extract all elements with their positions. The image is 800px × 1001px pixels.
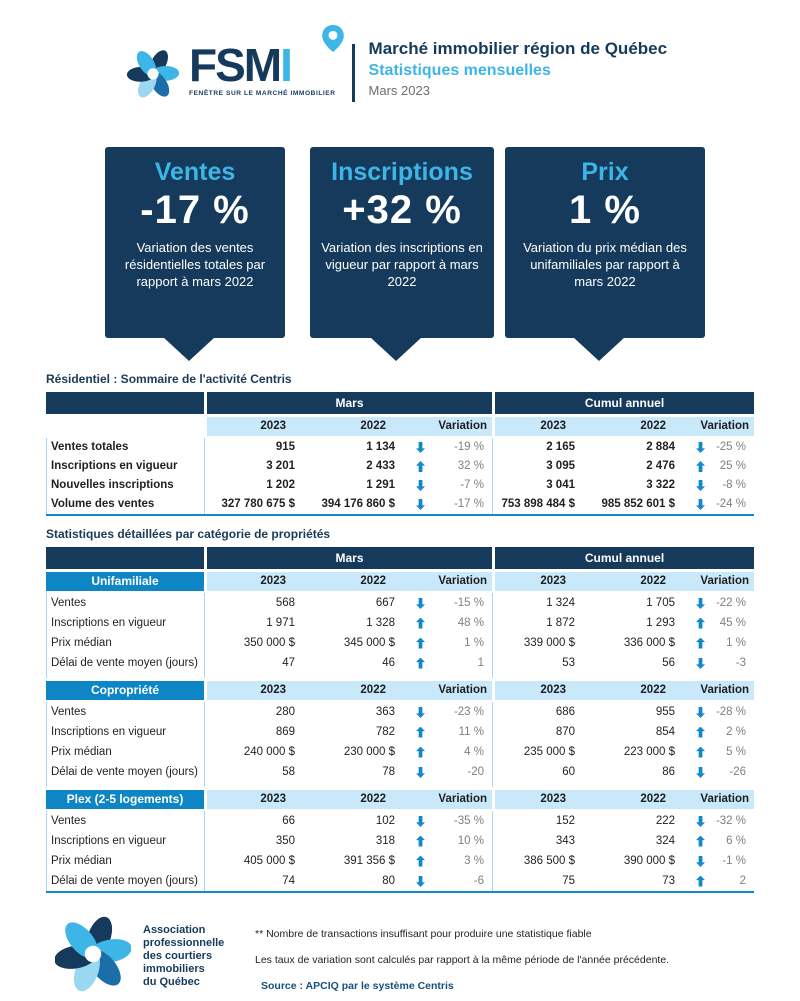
cell-mars-variation [404,593,492,613]
cell-cumul-2022: 2 884 [584,438,684,457]
cell-cumul-2023: 753 898 484 $ [492,495,584,514]
table-year-header-row [46,417,754,436]
table-row [46,702,754,722]
row-label: Nouvelles inscriptions [46,476,204,495]
cell-cumul-2022: 2 476 [584,457,684,476]
kpi-callouts [105,147,705,338]
cell-mars-2022: 391 356 $ [304,851,404,871]
variation-header: Variation [404,572,492,591]
cell-mars-2023: 58 [204,762,304,782]
variation-value: -8 % [722,479,746,491]
arrow-down-icon [416,598,425,609]
year-2023-header: 2023 [492,790,584,809]
cell-cumul-2023: 1 872 [492,613,584,633]
org-line: du Québec [143,976,200,988]
cell-mars-variation [404,633,492,653]
cell-mars-2022: 78 [304,762,404,782]
callout-description: Variation des inscriptions en vigueur par rapport à mars 2022 [321,240,483,289]
cell-mars-2023: 3 201 [204,457,304,476]
cell-mars-2023: 405 000 $ [204,851,304,871]
org-line: immobiliers [143,963,205,975]
variation-value: -22 % [715,597,746,609]
variation-value: 32 % [457,460,484,472]
cell-mars-2022: 782 [304,722,404,742]
group-header-mars: Mars [204,547,492,569]
arrow-down-icon [696,767,705,778]
arrow-up-icon [416,461,425,472]
variation-value: 5 % [726,746,746,758]
fsmi-pinwheel-icon [125,42,181,102]
cell-mars-2022: 1 134 [304,438,404,457]
gap-cell [204,673,492,678]
gap-cell [492,782,754,787]
year-2023-header: 2023 [492,681,584,700]
map-pin-icon [322,25,344,52]
group-header-mars: Mars [204,392,492,414]
year-2023-header: 2023 [492,417,584,436]
cell-mars-variation [404,702,492,722]
source-note: Source : APCIQ par le système Centris [261,980,454,992]
callout-inscriptions [310,147,494,338]
variation-value: -6 [473,875,484,887]
row-label: Prix médian [46,633,204,653]
row-label: Délai de vente moyen (jours) [46,653,204,673]
arrow-down-icon [696,598,705,609]
cell-cumul-variation [684,871,754,891]
variation-header: Variation [404,681,492,700]
variation-value: -7 % [460,479,484,491]
cell-mars-2023: 74 [204,871,304,891]
section-gap-row [46,782,754,787]
arrow-up-icon [696,747,705,758]
gap-cell [46,782,204,787]
row-label: Ventes [46,593,204,613]
cell-cumul-2023: 152 [492,811,584,831]
header [125,36,667,102]
category-header-cell: Unifamiliale [46,572,204,591]
table-row [46,653,754,673]
cell-cumul-2022: 1 293 [584,613,684,633]
cell-mars-variation [404,831,492,851]
cell-cumul-variation [684,495,754,514]
variation-header: Variation [404,790,492,809]
variation-value: -35 % [453,815,484,827]
gap-cell [492,673,754,678]
arrow-up-icon [416,747,425,758]
apciq-pinwheel-icon [55,916,131,992]
cell-cumul-2022: 222 [584,811,684,831]
year-2022-header: 2022 [584,572,684,591]
cell-cumul-2022: 86 [584,762,684,782]
row-label: Prix médian [46,742,204,762]
table-year-header-row [46,681,754,700]
page-title: Marché immobilier région de Québec [368,39,668,58]
callout-value: -17 % [140,188,250,232]
fsmi-tagline: FENÊTRE SUR LE MARCHÉ IMMOBILIER [189,90,336,97]
table-row [46,457,754,476]
variation-value: -15 % [453,597,484,609]
cell-cumul-2022: 3 322 [584,476,684,495]
row-label: Délai de vente moyen (jours) [46,762,204,782]
row-label: Ventes totales [46,438,204,457]
table-group-header-row [46,392,754,414]
cell-mars-variation [404,742,492,762]
cell-mars-variation [404,495,492,514]
callout-ventes [105,147,285,338]
cell-mars-2022: 1 328 [304,613,404,633]
cell-mars-variation [404,762,492,782]
cell-cumul-2023: 60 [492,762,584,782]
row-label: Prix médian [46,851,204,871]
arrow-up-icon [696,876,705,887]
cell-cumul-variation [684,811,754,831]
table-row [46,851,754,871]
cell-cumul-2023: 1 324 [492,593,584,613]
variation-value: -28 % [715,706,746,718]
category-header-cell: Copropriété [46,681,204,700]
cell-mars-2022: 1 291 [304,476,404,495]
arrow-down-icon [416,816,425,827]
variation-value: 48 % [457,617,484,629]
arrow-down-icon [696,658,705,669]
callout-tail-pointer [370,337,422,361]
variation-value: -32 % [715,815,746,827]
group-header-blank-cell [46,547,204,569]
arrow-down-icon [696,499,705,510]
cell-mars-variation [404,851,492,871]
cell-mars-2023: 869 [204,722,304,742]
table-group-header-row [46,547,754,569]
cell-cumul-2023: 339 000 $ [492,633,584,653]
callout-value: +32 % [342,188,462,232]
detail-table-body [46,811,754,891]
fsmi-abbr-dark: FSM [189,39,281,91]
arrow-up-icon [696,836,705,847]
footer [55,916,669,992]
variation-value: 25 % [719,460,746,472]
variation-value: 4 % [464,746,484,758]
table-row [46,762,754,782]
arrow-down-icon [416,876,425,887]
cell-mars-2022: 345 000 $ [304,633,404,653]
cell-cumul-variation [684,457,754,476]
page-subtitle: Statistiques mensuelles [368,62,551,79]
year-2022-header: 2022 [584,790,684,809]
table-row [46,742,754,762]
year-2023-header: 2023 [492,572,584,591]
cell-cumul-2023: 3 041 [492,476,584,495]
cell-cumul-2023: 3 095 [492,457,584,476]
cell-mars-2023: 915 [204,438,304,457]
cell-cumul-variation [684,742,754,762]
arrow-up-icon [696,461,705,472]
callout-tail-pointer [163,337,215,361]
table-year-header-row [46,790,754,809]
cell-mars-2023: 66 [204,811,304,831]
cell-mars-2023: 1 971 [204,613,304,633]
apciq-org-name [143,924,243,989]
cell-cumul-2022: 56 [584,653,684,673]
cell-cumul-2022: 324 [584,831,684,851]
cell-cumul-2022: 955 [584,702,684,722]
cell-cumul-variation [684,633,754,653]
footnote-insufficient-data: ** Nombre de transactions insuffisant pour produire une statistique fiable [255,928,592,940]
arrow-up-icon [416,856,425,867]
category-header-cell: Plex (2-5 logements) [46,790,204,809]
detail-table [46,547,754,893]
variation-value: 45 % [719,617,746,629]
table-row [46,871,754,891]
callout-value: 1 % [569,188,641,232]
row-label: Volume des ventes [46,495,204,514]
group-header-cumul: Cumul annuel [492,547,754,569]
gap-cell [46,673,204,678]
year-2022-header: 2022 [304,417,404,436]
detail-table-title: Statistiques détaillées par catégorie de propriétés [46,527,331,541]
cell-cumul-2023: 75 [492,871,584,891]
variation-value: 6 % [726,835,746,847]
year-2023-header: 2023 [204,417,304,436]
variation-value: -3 [735,657,746,669]
cell-mars-2022: 394 176 860 $ [304,495,404,514]
cell-cumul-2022: 854 [584,722,684,742]
arrow-down-icon [416,707,425,718]
row-label: Inscriptions en vigueur [46,457,204,476]
cell-mars-2022: 667 [304,593,404,613]
arrow-down-icon [696,856,705,867]
variation-header: Variation [684,572,754,591]
org-line: professionnelle [143,937,225,949]
arrow-down-icon [696,816,705,827]
cell-cumul-variation [684,476,754,495]
cell-cumul-2022: 73 [584,871,684,891]
cell-cumul-2023: 686 [492,702,584,722]
variation-value: 2 % [726,726,746,738]
fsmi-wordmark [189,41,336,97]
page-date: Mars 2023 [368,83,430,98]
cell-mars-2022: 102 [304,811,404,831]
org-line: des courtiers [143,950,213,962]
arrow-up-icon [416,638,425,649]
arrow-down-icon [416,442,425,453]
cell-mars-2022: 80 [304,871,404,891]
cell-cumul-variation [684,593,754,613]
row-label: Délai de vente moyen (jours) [46,871,204,891]
cell-cumul-variation [684,831,754,851]
year-2023-header: 2023 [204,681,304,700]
year-2023-header: 2023 [204,572,304,591]
callout-title: Inscriptions [331,158,473,186]
cell-cumul-variation [684,653,754,673]
arrow-up-icon [696,638,705,649]
cell-cumul-variation [684,851,754,871]
variation-value: -1 % [722,855,746,867]
cell-cumul-variation [684,702,754,722]
row-label: Inscriptions en vigueur [46,831,204,851]
header-divider [352,44,355,102]
section-gap-row [46,673,754,678]
year-2022-header: 2022 [584,417,684,436]
cell-cumul-variation [684,762,754,782]
row-label: Inscriptions en vigueur [46,722,204,742]
table-row [46,811,754,831]
arrow-down-icon [696,707,705,718]
variation-header: Variation [684,417,754,436]
arrow-up-icon [416,836,425,847]
year-2022-header: 2022 [304,681,404,700]
cell-mars-2022: 2 433 [304,457,404,476]
cell-mars-2022: 318 [304,831,404,851]
cell-mars-2023: 280 [204,702,304,722]
cell-cumul-2023: 386 500 $ [492,851,584,871]
cell-mars-variation [404,653,492,673]
cell-mars-variation [404,613,492,633]
cell-mars-2022: 230 000 $ [304,742,404,762]
cell-mars-2023: 47 [204,653,304,673]
group-header-cumul: Cumul annuel [492,392,754,414]
cell-cumul-2022: 390 000 $ [584,851,684,871]
org-line: Association [143,924,206,936]
callout-description: Variation des ventes résidentielles totales par rapport à mars 2022 [124,240,266,289]
variation-value: 11 % [458,726,484,738]
cell-cumul-2022: 1 705 [584,593,684,613]
arrow-down-icon [416,767,425,778]
footnote-variation-basis: Les taux de variation sont calculés par rapport à la même période de l'année précédente. [255,954,670,966]
footnotes [255,928,669,992]
cell-mars-2022: 46 [304,653,404,673]
row-label: Inscriptions en vigueur [46,613,204,633]
fsmi-logo [125,36,336,102]
cell-mars-2023: 350 [204,831,304,851]
cell-cumul-variation [684,613,754,633]
arrow-up-icon [696,618,705,629]
detail-section [46,527,754,893]
variation-value: -17 % [453,498,484,510]
variation-value: 3 % [464,855,484,867]
summary-table-body [46,438,754,514]
variation-value: -26 [729,766,746,778]
group-header-blank-cell [46,392,204,414]
detail-table-body [46,702,754,782]
callout-title: Ventes [154,158,236,186]
row-label: Ventes [46,811,204,831]
variation-value: -23 % [453,706,484,718]
cell-mars-2023: 1 202 [204,476,304,495]
year-2022-header: 2022 [304,790,404,809]
summary-table-title: Résidentiel : Sommaire de l'activité Centris [46,372,292,386]
cell-mars-2023: 350 000 $ [204,633,304,653]
row-label: Ventes [46,702,204,722]
summary-table [46,392,754,516]
cell-mars-variation [404,811,492,831]
variation-value: 1 [477,657,484,669]
table-row [46,613,754,633]
table-row [46,633,754,653]
cell-cumul-2023: 53 [492,653,584,673]
callout-title: Prix [581,158,629,186]
cell-cumul-2023: 235 000 $ [492,742,584,762]
variation-value: -25 % [715,441,746,453]
arrow-down-icon [696,442,705,453]
arrow-up-icon [416,618,425,629]
cell-cumul-2022: 336 000 $ [584,633,684,653]
cell-cumul-2022: 223 000 $ [584,742,684,762]
callout-prix [505,147,705,338]
arrow-down-icon [416,499,425,510]
arrow-up-icon [416,658,425,669]
gap-cell [204,782,492,787]
arrow-down-icon [416,480,425,491]
callout-tail-pointer [573,337,625,361]
table-row [46,722,754,742]
arrow-up-icon [696,727,705,738]
year-2022-header: 2022 [584,681,684,700]
cell-cumul-2022: 985 852 601 $ [584,495,684,514]
variation-header: Variation [684,681,754,700]
cell-mars-variation [404,722,492,742]
table-row [46,831,754,851]
arrow-up-icon [416,727,425,738]
callout-description: Variation du prix médian des unifamiliales par rapport à mars 2022 [523,240,687,289]
table-row [46,495,754,514]
variation-value: 1 % [464,637,484,649]
cell-cumul-2023: 2 165 [492,438,584,457]
cell-mars-variation [404,457,492,476]
summary-section [46,372,754,516]
cell-mars-2023: 240 000 $ [204,742,304,762]
variation-value: -20 [467,766,484,778]
variation-header: Variation [684,790,754,809]
year-header-blank-cell [46,417,204,436]
table-row [46,593,754,613]
cell-mars-variation [404,871,492,891]
cell-mars-variation [404,476,492,495]
fsmi-abbr-light: I [280,39,291,91]
cell-mars-2023: 327 780 675 $ [204,495,304,514]
table-row [46,476,754,495]
table-year-header-row [46,572,754,591]
cell-cumul-variation [684,722,754,742]
variation-header: Variation [404,417,492,436]
arrow-down-icon [696,480,705,491]
cell-mars-variation [404,438,492,457]
table-row [46,438,754,457]
variation-value: -24 % [715,498,746,510]
cell-cumul-2023: 343 [492,831,584,851]
year-2022-header: 2022 [304,572,404,591]
year-2023-header: 2023 [204,790,304,809]
variation-value: -19 % [453,441,484,453]
cell-cumul-2023: 870 [492,722,584,742]
cell-mars-2022: 363 [304,702,404,722]
cell-mars-2023: 568 [204,593,304,613]
variation-value: 2 [739,875,746,887]
variation-value: 1 % [726,637,746,649]
variation-value: 10 % [457,835,484,847]
cell-cumul-variation [684,438,754,457]
detail-table-body [46,593,754,673]
